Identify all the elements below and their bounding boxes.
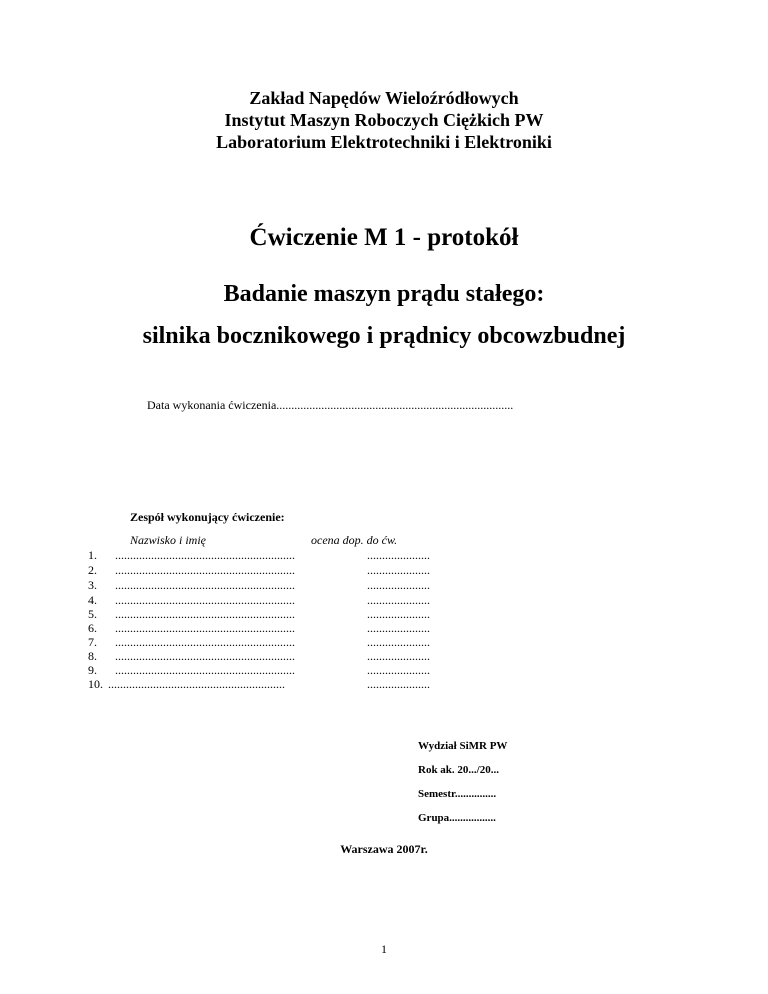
institution-header <box>0 87 768 153</box>
page-number: 1 <box>381 942 387 956</box>
team-label: Zespół wykonujący ćwiczenie: <box>130 510 285 524</box>
name-field: ............................................................ <box>115 548 295 562</box>
name-field: ............................................................ <box>115 663 295 677</box>
column-header-name: Nazwisko i imię <box>130 533 207 547</box>
name-field: ............................................................ <box>115 593 295 607</box>
name-field: ............................................................ <box>115 635 295 649</box>
grade-field: ..................... <box>367 649 430 663</box>
academic-year-field: Rok ak. 20.../20... <box>418 764 499 776</box>
row-number: 8. <box>88 649 97 663</box>
group-field: Grupa................. <box>418 812 496 824</box>
row-number: 6. <box>88 621 97 635</box>
row-number: 2. <box>88 563 97 577</box>
row-number: 7. <box>88 635 97 649</box>
name-field: ........................................................... <box>108 677 285 691</box>
row-number: 5. <box>88 607 97 621</box>
grade-field: ..................... <box>367 563 430 577</box>
grade-field: ..................... <box>367 621 430 635</box>
exercise-title: Ćwiczenie M 1 - protokół <box>249 224 519 251</box>
grade-field: ..................... <box>367 593 430 607</box>
row-number: 3. <box>88 578 97 592</box>
exercise-subtitle: silnika bocznikowego i prądnicy obcowzbudnej <box>142 323 626 349</box>
grade-field: ..................... <box>367 548 430 562</box>
grade-field: ..................... <box>367 677 430 691</box>
name-field: ............................................................ <box>115 578 295 592</box>
row-number: 1. <box>88 548 97 562</box>
grade-field: ..................... <box>367 663 430 677</box>
row-number: 10. <box>88 677 103 691</box>
faculty-label: Wydział SiMR PW <box>418 740 508 752</box>
grade-field: ..................... <box>367 607 430 621</box>
header-line-2: Instytut Maszyn Roboczych Ciężkich PW <box>224 110 544 130</box>
exercise-subject: Badanie maszyn prądu stałego: <box>223 281 545 307</box>
city-year: Warszawa 2007r. <box>340 842 428 856</box>
row-number: 9. <box>88 663 97 677</box>
name-field: ............................................................ <box>115 621 295 635</box>
grade-field: ..................... <box>367 578 430 592</box>
header-line-1: Zakład Napędów Wieloźródłowych <box>249 88 519 108</box>
name-field: ............................................................ <box>115 563 295 577</box>
grade-field: ..................... <box>367 635 430 649</box>
row-number: 4. <box>88 593 97 607</box>
column-header-grade: ocena dop. do ćw. <box>311 533 398 547</box>
semester-field: Semestr............... <box>418 788 497 800</box>
name-field: ............................................................ <box>115 607 295 621</box>
date-field: Data wykonania ćwiczenia............................................................................... <box>147 398 514 412</box>
header-line-3: Laboratorium Elektrotechniki i Elektroniki <box>216 132 552 152</box>
name-field: ............................................................ <box>115 649 295 663</box>
